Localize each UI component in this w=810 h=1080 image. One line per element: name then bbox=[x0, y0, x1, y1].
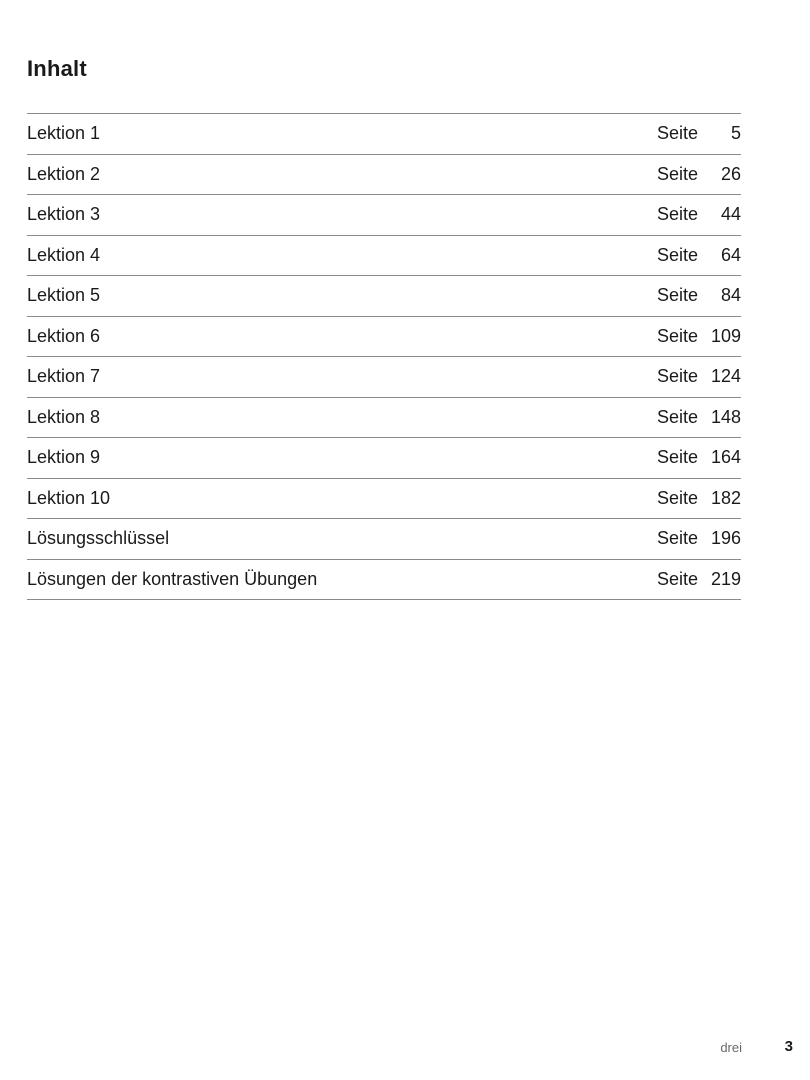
toc-page-ref bbox=[657, 366, 741, 387]
toc-title: Lektion 1 bbox=[27, 123, 101, 144]
toc-page-label: Seite bbox=[657, 163, 699, 184]
toc-page-label: Seite bbox=[657, 406, 699, 427]
toc-row bbox=[27, 479, 741, 520]
toc-page-number: 182 bbox=[710, 487, 741, 508]
toc-page-number: 219 bbox=[710, 568, 741, 589]
toc-page-ref bbox=[657, 164, 741, 185]
toc-page-number: 5 bbox=[730, 123, 741, 144]
toc-row bbox=[27, 438, 741, 479]
toc-page-ref bbox=[657, 569, 741, 590]
toc-page-number: 124 bbox=[710, 366, 741, 387]
toc-page-number: 164 bbox=[710, 447, 741, 468]
toc-row bbox=[27, 398, 741, 439]
toc-page-number: 84 bbox=[720, 285, 741, 306]
toc-row bbox=[27, 276, 741, 317]
footer-page-number: 3 bbox=[784, 1038, 793, 1055]
toc-title: Lösungsschlüssel bbox=[27, 528, 170, 549]
toc-row bbox=[27, 357, 741, 398]
table-of-contents bbox=[27, 113, 741, 600]
toc-page-label: Seite bbox=[657, 528, 699, 549]
toc-page-number: 196 bbox=[710, 528, 741, 549]
toc-title: Lektion 7 bbox=[27, 366, 101, 387]
toc-page-label: Seite bbox=[657, 487, 699, 508]
toc-row bbox=[27, 114, 741, 155]
toc-title: Lösungen der kontrastiven Übungen bbox=[27, 568, 318, 589]
toc-title: Lektion 5 bbox=[27, 285, 101, 306]
toc-page-label: Seite bbox=[657, 568, 699, 589]
toc-title: Lektion 4 bbox=[27, 244, 101, 265]
toc-page-number: 109 bbox=[710, 325, 741, 346]
page-title: Inhalt bbox=[27, 56, 87, 81]
toc-page-ref bbox=[657, 447, 741, 468]
toc-row bbox=[27, 519, 741, 560]
toc-row bbox=[27, 155, 741, 196]
toc-page-label: Seite bbox=[657, 285, 699, 306]
toc-page-ref bbox=[657, 285, 741, 306]
toc-row bbox=[27, 236, 741, 277]
toc-title: Lektion 10 bbox=[27, 487, 111, 508]
toc-page-ref bbox=[657, 245, 741, 266]
toc-page-ref bbox=[657, 488, 741, 509]
toc-page-number: 148 bbox=[710, 406, 741, 427]
toc-title: Lektion 9 bbox=[27, 447, 101, 468]
toc-page-ref bbox=[657, 528, 741, 549]
toc-row bbox=[27, 195, 741, 236]
toc-page-label: Seite bbox=[657, 366, 699, 387]
toc-page-label: Seite bbox=[657, 325, 699, 346]
toc-row bbox=[27, 560, 741, 601]
toc-page-ref bbox=[657, 326, 741, 347]
toc-title: Lektion 8 bbox=[27, 406, 101, 427]
toc-title: Lektion 6 bbox=[27, 325, 101, 346]
toc-page-ref bbox=[657, 204, 741, 225]
toc-title: Lektion 2 bbox=[27, 163, 101, 184]
footer-page-word: drei bbox=[720, 1040, 742, 1055]
toc-page-label: Seite bbox=[657, 123, 699, 144]
toc-page-label: Seite bbox=[657, 244, 699, 265]
toc-title: Lektion 3 bbox=[27, 204, 101, 225]
toc-page-label: Seite bbox=[657, 447, 699, 468]
toc-row bbox=[27, 317, 741, 358]
toc-page-ref bbox=[657, 123, 741, 144]
toc-page-ref bbox=[657, 407, 741, 428]
toc-page-label: Seite bbox=[657, 204, 699, 225]
toc-page-number: 26 bbox=[720, 163, 741, 184]
toc-page-number: 64 bbox=[720, 244, 741, 265]
toc-page-number: 44 bbox=[720, 204, 741, 225]
